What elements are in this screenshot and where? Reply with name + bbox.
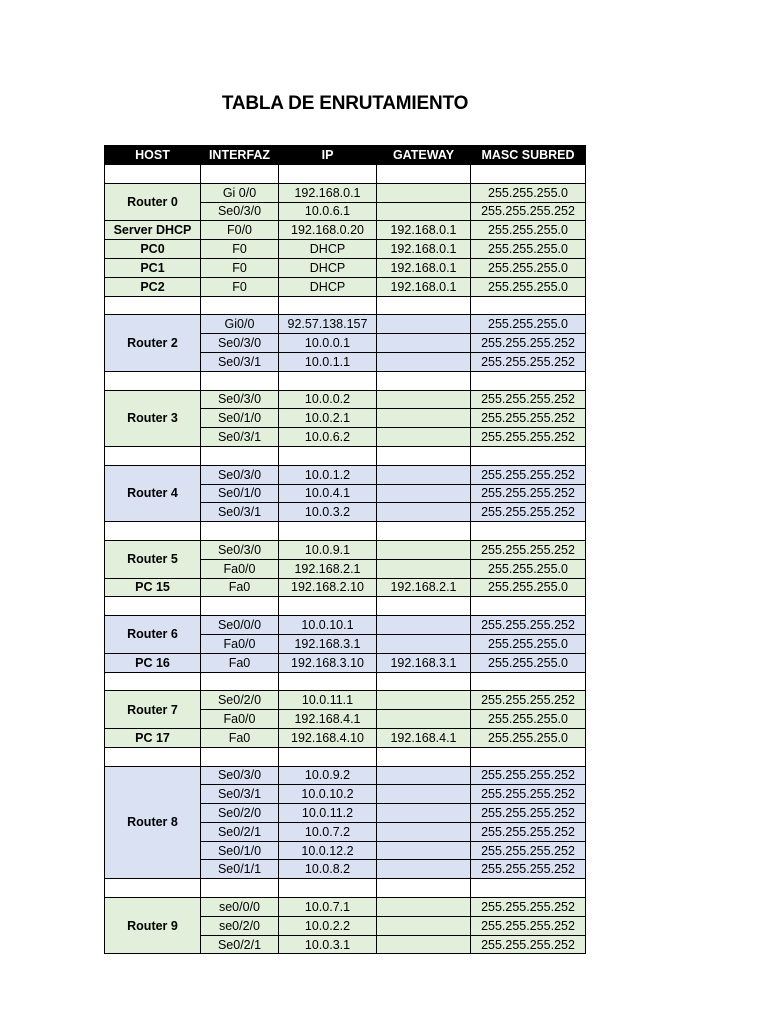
page-title: TABLA DE ENRUTAMIENTO: [221, 93, 469, 114]
table-row: [105, 766, 586, 785]
interfaz-cell: Se0/3/0: [201, 465, 279, 484]
empty-cell: [279, 446, 377, 465]
ip-cell: 10.0.4.1: [279, 484, 377, 503]
empty-cell: [279, 879, 377, 898]
mask-cell: 255.255.255.0: [471, 634, 586, 653]
empty-cell: [201, 597, 279, 616]
header-row: [105, 146, 586, 165]
gateway-cell: 192.168.0.1: [377, 258, 471, 277]
interfaz-cell: Se0/1/1: [201, 860, 279, 879]
empty-cell: [377, 446, 471, 465]
empty-cell: [471, 371, 586, 390]
empty-cell: [201, 879, 279, 898]
mask-cell: 255.255.255.252: [471, 898, 586, 917]
host-cell: PC 17: [105, 728, 201, 747]
ip-cell: 10.0.2.2: [279, 916, 377, 935]
ip-cell: 10.0.11.1: [279, 691, 377, 710]
gateway-cell: [377, 315, 471, 334]
host-cell: PC2: [105, 277, 201, 296]
mask-cell: 255.255.255.252: [471, 352, 586, 371]
empty-cell: [105, 446, 201, 465]
empty-cell: [377, 371, 471, 390]
empty-cell: [279, 747, 377, 766]
mask-cell: 255.255.255.0: [471, 258, 586, 277]
empty-cell: [105, 672, 201, 691]
interfaz-cell: Fa0: [201, 653, 279, 672]
host-cell: Router 0: [105, 183, 201, 221]
header-ip: IP: [279, 146, 377, 165]
interfaz-cell: Se0/2/0: [201, 804, 279, 823]
ip-cell: 192.168.0.1: [279, 183, 377, 202]
ip-cell: 10.0.12.2: [279, 841, 377, 860]
mask-cell: 255.255.255.252: [471, 935, 586, 954]
gateway-cell: [377, 935, 471, 954]
table-header: [105, 146, 586, 165]
empty-cell: [201, 522, 279, 541]
mask-cell: 255.255.255.252: [471, 822, 586, 841]
ip-cell: 10.0.3.1: [279, 935, 377, 954]
table-row: [105, 183, 586, 202]
table-row: [105, 390, 586, 409]
empty-cell: [279, 165, 377, 184]
empty-cell: [105, 165, 201, 184]
table-row: [105, 465, 586, 484]
ip-cell: 192.168.0.20: [279, 221, 377, 240]
empty-cell: [471, 165, 586, 184]
ip-cell: 92.57.138.157: [279, 315, 377, 334]
mask-cell: 255.255.255.0: [471, 653, 586, 672]
host-cell: Router 8: [105, 766, 201, 879]
host-cell: Router 6: [105, 616, 201, 654]
gateway-cell: [377, 616, 471, 635]
separator-row: [105, 371, 586, 390]
gateway-cell: [377, 559, 471, 578]
gateway-cell: [377, 390, 471, 409]
interfaz-cell: Fa0: [201, 578, 279, 597]
ip-cell: 10.0.9.1: [279, 540, 377, 559]
table-row: [105, 616, 586, 635]
empty-cell: [377, 672, 471, 691]
mask-cell: 255.255.255.252: [471, 785, 586, 804]
interfaz-cell: Se0/1/0: [201, 484, 279, 503]
interfaz-cell: Fa0/0: [201, 634, 279, 653]
gateway-cell: 192.168.4.1: [377, 728, 471, 747]
separator-row: [105, 597, 586, 616]
gateway-cell: 192.168.2.1: [377, 578, 471, 597]
table-row: [105, 898, 586, 917]
interfaz-cell: F0: [201, 277, 279, 296]
empty-cell: [377, 747, 471, 766]
ip-cell: 192.168.3.10: [279, 653, 377, 672]
ip-cell: DHCP: [279, 258, 377, 277]
interfaz-cell: Se0/3/1: [201, 785, 279, 804]
host-cell: Router 4: [105, 465, 201, 521]
empty-cell: [377, 597, 471, 616]
ip-cell: 10.0.7.2: [279, 822, 377, 841]
ip-cell: DHCP: [279, 277, 377, 296]
separator-row: [105, 522, 586, 541]
ip-cell: 192.168.2.1: [279, 559, 377, 578]
mask-cell: 255.255.255.252: [471, 428, 586, 447]
gateway-cell: [377, 183, 471, 202]
mask-cell: 255.255.255.252: [471, 409, 586, 428]
interfaz-cell: se0/0/0: [201, 898, 279, 917]
ip-cell: 192.168.4.1: [279, 710, 377, 729]
ip-cell: 192.168.4.10: [279, 728, 377, 747]
ip-cell: 10.0.6.2: [279, 428, 377, 447]
interfaz-cell: F0/0: [201, 221, 279, 240]
gateway-cell: 192.168.0.1: [377, 240, 471, 259]
mask-cell: 255.255.255.252: [471, 484, 586, 503]
empty-cell: [201, 371, 279, 390]
table-row: [105, 728, 586, 747]
mask-cell: 255.255.255.0: [471, 728, 586, 747]
interfaz-cell: Se0/0/0: [201, 616, 279, 635]
gateway-cell: [377, 841, 471, 860]
ip-cell: 10.0.6.1: [279, 202, 377, 221]
ip-cell: 10.0.7.1: [279, 898, 377, 917]
separator-row: [105, 879, 586, 898]
host-cell: Router 3: [105, 390, 201, 446]
gateway-cell: [377, 202, 471, 221]
table-row: [105, 691, 586, 710]
mask-cell: 255.255.255.252: [471, 916, 586, 935]
interfaz-cell: Fa0: [201, 728, 279, 747]
interfaz-cell: Se0/3/0: [201, 390, 279, 409]
empty-cell: [201, 747, 279, 766]
mask-cell: 255.255.255.252: [471, 860, 586, 879]
empty-cell: [105, 747, 201, 766]
host-cell: PC0: [105, 240, 201, 259]
gateway-cell: 192.168.3.1: [377, 653, 471, 672]
interfaz-cell: Se0/3/0: [201, 334, 279, 353]
ip-cell: 192.168.2.10: [279, 578, 377, 597]
empty-cell: [201, 672, 279, 691]
interfaz-cell: Se0/3/0: [201, 202, 279, 221]
ip-cell: 10.0.10.2: [279, 785, 377, 804]
interfaz-cell: Se0/3/1: [201, 428, 279, 447]
interfaz-cell: Gi0/0: [201, 315, 279, 334]
interfaz-cell: Se0/2/0: [201, 691, 279, 710]
gateway-cell: [377, 691, 471, 710]
empty-cell: [377, 165, 471, 184]
table-row: [105, 653, 586, 672]
ip-cell: 10.0.10.1: [279, 616, 377, 635]
gateway-cell: [377, 465, 471, 484]
gateway-cell: [377, 916, 471, 935]
mask-cell: 255.255.255.252: [471, 616, 586, 635]
routing-table: [104, 145, 586, 954]
interfaz-cell: Se0/3/0: [201, 540, 279, 559]
mask-cell: 255.255.255.252: [471, 503, 586, 522]
interfaz-cell: F0: [201, 258, 279, 277]
ip-cell: 10.0.0.2: [279, 390, 377, 409]
empty-cell: [105, 371, 201, 390]
ip-cell: 10.0.8.2: [279, 860, 377, 879]
interfaz-cell: Se0/3/1: [201, 503, 279, 522]
gateway-cell: [377, 860, 471, 879]
empty-cell: [279, 296, 377, 315]
table-row: [105, 240, 586, 259]
mask-cell: 255.255.255.0: [471, 578, 586, 597]
host-cell: Router 2: [105, 315, 201, 371]
mask-cell: 255.255.255.252: [471, 334, 586, 353]
separator-row: [105, 747, 586, 766]
table-row: [105, 540, 586, 559]
ip-cell: 10.0.0.1: [279, 334, 377, 353]
empty-cell: [105, 597, 201, 616]
ip-cell: DHCP: [279, 240, 377, 259]
gateway-cell: [377, 822, 471, 841]
gateway-cell: [377, 334, 471, 353]
ip-cell: 10.0.1.2: [279, 465, 377, 484]
gateway-cell: [377, 766, 471, 785]
empty-cell: [377, 879, 471, 898]
separator-row: [105, 446, 586, 465]
empty-cell: [105, 879, 201, 898]
table-row: [105, 578, 586, 597]
interfaz-cell: F0: [201, 240, 279, 259]
empty-cell: [471, 296, 586, 315]
gateway-cell: 192.168.0.1: [377, 221, 471, 240]
mask-cell: 255.255.255.0: [471, 240, 586, 259]
empty-cell: [471, 597, 586, 616]
empty-cell: [279, 597, 377, 616]
host-cell: PC 16: [105, 653, 201, 672]
empty-cell: [471, 747, 586, 766]
table-row: [105, 221, 586, 240]
host-cell: Router 7: [105, 691, 201, 729]
header-mask: MASC SUBRED: [471, 146, 586, 165]
table-row: [105, 277, 586, 296]
separator-row: [105, 672, 586, 691]
host-cell: Server DHCP: [105, 221, 201, 240]
interfaz-cell: Se0/2/1: [201, 935, 279, 954]
interfaz-cell: Se0/2/1: [201, 822, 279, 841]
mask-cell: 255.255.255.252: [471, 766, 586, 785]
host-cell: PC 15: [105, 578, 201, 597]
mask-cell: 255.255.255.0: [471, 559, 586, 578]
gateway-cell: [377, 710, 471, 729]
separator-row: [105, 296, 586, 315]
gateway-cell: [377, 428, 471, 447]
mask-cell: 255.255.255.252: [471, 390, 586, 409]
empty-cell: [279, 672, 377, 691]
empty-cell: [201, 165, 279, 184]
ip-cell: 10.0.3.2: [279, 503, 377, 522]
mask-cell: 255.255.255.252: [471, 841, 586, 860]
interfaz-cell: Fa0/0: [201, 710, 279, 729]
table-row: [105, 315, 586, 334]
mask-cell: 255.255.255.0: [471, 221, 586, 240]
empty-cell: [105, 296, 201, 315]
mask-cell: 255.255.255.252: [471, 202, 586, 221]
ip-cell: 10.0.9.2: [279, 766, 377, 785]
empty-cell: [471, 446, 586, 465]
mask-cell: 255.255.255.0: [471, 315, 586, 334]
gateway-cell: [377, 804, 471, 823]
empty-cell: [471, 522, 586, 541]
host-cell: PC1: [105, 258, 201, 277]
ip-cell: 10.0.2.1: [279, 409, 377, 428]
interfaz-cell: Gi 0/0: [201, 183, 279, 202]
empty-cell: [201, 446, 279, 465]
host-cell: Router 5: [105, 540, 201, 578]
empty-cell: [471, 672, 586, 691]
table-row: [105, 258, 586, 277]
ip-cell: 192.168.3.1: [279, 634, 377, 653]
mask-cell: 255.255.255.252: [471, 540, 586, 559]
gateway-cell: [377, 785, 471, 804]
gateway-cell: 192.168.0.1: [377, 277, 471, 296]
header-interfaz: INTERFAZ: [201, 146, 279, 165]
ip-cell: 10.0.1.1: [279, 352, 377, 371]
interfaz-cell: se0/2/0: [201, 916, 279, 935]
empty-cell: [279, 371, 377, 390]
gateway-cell: [377, 484, 471, 503]
gateway-cell: [377, 634, 471, 653]
host-cell: Router 9: [105, 898, 201, 954]
mask-cell: 255.255.255.0: [471, 277, 586, 296]
mask-cell: 255.255.255.252: [471, 465, 586, 484]
gateway-cell: [377, 503, 471, 522]
mask-cell: 255.255.255.252: [471, 691, 586, 710]
header-gateway: GATEWAY: [377, 146, 471, 165]
interfaz-cell: Se0/3/0: [201, 766, 279, 785]
gateway-cell: [377, 409, 471, 428]
header-host: HOST: [105, 146, 201, 165]
table-body: [105, 165, 586, 954]
mask-cell: 255.255.255.0: [471, 183, 586, 202]
empty-cell: [377, 296, 471, 315]
interfaz-cell: Fa0/0: [201, 559, 279, 578]
separator-row: [105, 165, 586, 184]
interfaz-cell: Se0/1/0: [201, 841, 279, 860]
empty-cell: [201, 296, 279, 315]
interfaz-cell: Se0/1/0: [201, 409, 279, 428]
gateway-cell: [377, 352, 471, 371]
interfaz-cell: Se0/3/1: [201, 352, 279, 371]
gateway-cell: [377, 540, 471, 559]
mask-cell: 255.255.255.252: [471, 804, 586, 823]
empty-cell: [377, 522, 471, 541]
ip-cell: 10.0.11.2: [279, 804, 377, 823]
empty-cell: [105, 522, 201, 541]
empty-cell: [279, 522, 377, 541]
empty-cell: [471, 879, 586, 898]
gateway-cell: [377, 898, 471, 917]
mask-cell: 255.255.255.0: [471, 710, 586, 729]
